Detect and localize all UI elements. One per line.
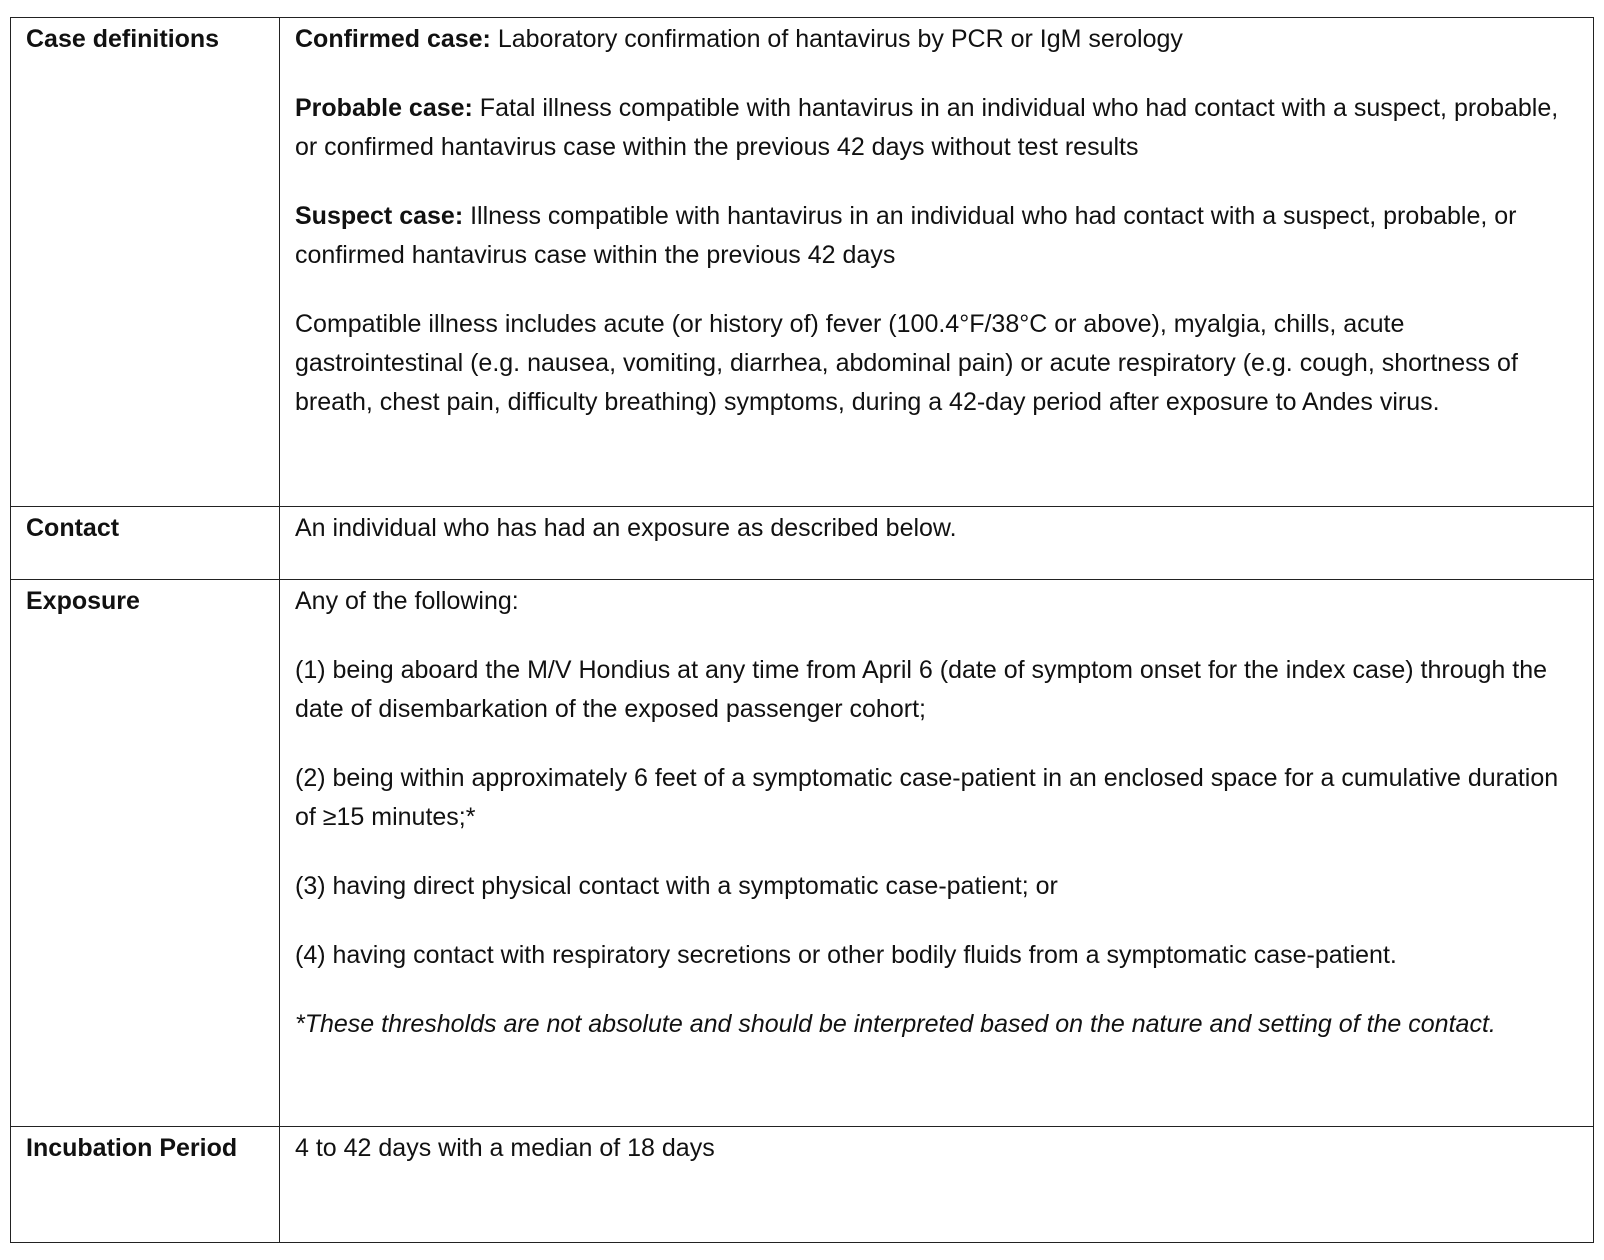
confirmed-case-label: Confirmed case: — [295, 25, 491, 53]
compatible-illness-paragraph: Compatible illness includes acute (or history of) fever (100.4°F/38°C or above), myalgia, chills, acute gastrointestinal (e.g. nausea, vomiting, diarrhea, abdominal pain) or acute respiratory (e.g. cough, shortness of breath, chest pain, difficulty breathing) symptoms, during a 42-day period after exposure to Andes virus. — [295, 310, 1518, 416]
table-row-contact — [11, 507, 1594, 580]
definition-contact — [280, 507, 1594, 580]
suspect-case-paragraph — [295, 197, 1573, 275]
probable-case-text: Fatal illness compatible with hantavirus in an individual who had contact with a suspect, probable, or confirmed hantavirus case within the previous 42 days without test results — [295, 94, 1559, 161]
exposure-footnote: *These thresholds are not absolute and should be interpreted based on the nature and setting of the contact. — [295, 1010, 1496, 1038]
definition-incubation-period — [280, 1127, 1594, 1243]
exposure-item-4: (4) having contact with respiratory secretions or other bodily fluids from a symptomatic case-patient. — [295, 941, 1397, 969]
term-contact: Contact — [11, 507, 280, 580]
definition-exposure — [280, 580, 1594, 1127]
term-case-definitions: Case definitions — [11, 18, 280, 507]
confirmed-case-text: Laboratory confirmation of hantavirus by PCR or IgM serology — [490, 25, 1183, 53]
table-row-case-definitions — [11, 18, 1594, 507]
exposure-item-1: (1) being aboard the M/V Hondius at any time from April 6 (date of symptom onset for the index case) through the date of disembarkation of the exposed passenger cohort; — [295, 656, 1548, 723]
table-row-exposure — [11, 580, 1594, 1127]
suspect-case-text: Illness compatible with hantavirus in an individual who had contact with a suspect, probable, or confirmed hantavirus case within the previous 42 days — [295, 202, 1517, 269]
confirmed-case-paragraph — [295, 20, 1573, 59]
contact-paragraph: An individual who has had an exposure as described below. — [295, 514, 957, 542]
probable-case-paragraph — [295, 89, 1573, 167]
term-exposure: Exposure — [11, 580, 280, 1127]
definition-case-definitions — [280, 18, 1594, 507]
term-incubation-period: Incubation Period — [11, 1127, 280, 1243]
table-row-incubation-period — [11, 1127, 1594, 1243]
definitions-table — [10, 17, 1594, 1243]
exposure-intro-paragraph: Any of the following: — [295, 587, 519, 615]
exposure-item-2: (2) being within approximately 6 feet of a symptomatic case-patient in an enclosed space for a cumulative duration of ≥15 minutes;* — [295, 764, 1559, 831]
suspect-case-label: Suspect case: — [295, 202, 464, 230]
probable-case-label: Probable case: — [295, 94, 473, 122]
exposure-item-3: (3) having direct physical contact with a symptomatic case-patient; or — [295, 872, 1058, 900]
incubation-paragraph: 4 to 42 days with a median of 18 days — [295, 1134, 715, 1162]
